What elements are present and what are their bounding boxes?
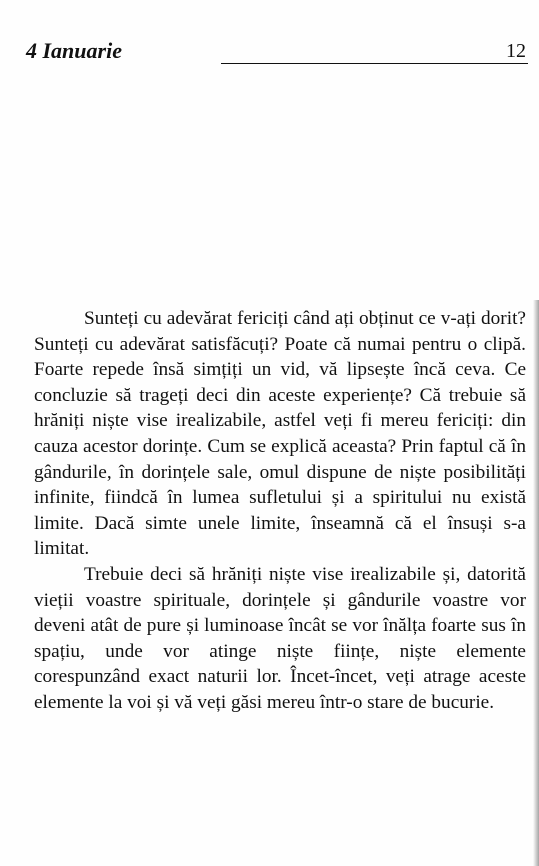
page-edge-shadow bbox=[533, 300, 539, 866]
paragraph-1: Sunteți cu adevărat fericiți când ați obținut ce v-ați dorit? Sunteți cu adevărat satisfăcuți? Poate că numai pentru o clipă. Foarte repede însă simțiți un vid, vă lipsește încă ceva. Ce concluzie să trageți deci din aceste experiențe? Că trebuie să hrăniți niște vise irealizabile, astfel veți fi mereu fericiți: din cauza acestor dorințe. Cum se explică aceasta? Prin faptul că în gândurile, în dorințele sale, omul dispune de niște posibilități infinite, fiindcă în lumea sufletului și a spiritului nu există limite. Dacă simte unele limite, înseamnă că el însuși s-a limitat. bbox=[34, 308, 526, 560]
page-header bbox=[26, 38, 528, 68]
header-rule bbox=[221, 63, 528, 64]
paragraph-2: Trebuie deci să hrăniți niște vise irealizabile și, datorită vieții voastre spirituale, dorințele și gândurile voastre vor deveni atât de pure și luminoase încât se vor înălța foarte sus în spațiu, unde vor atinge niște ființe, niște elemente corespunzând exact naturii lor. Încet-încet, veți atrage aceste elemente la voi și vă veți găsi mereu într-o stare de bucurie. bbox=[34, 563, 526, 713]
header-date: 4 Ianuarie bbox=[26, 38, 122, 63]
body-text bbox=[34, 306, 526, 716]
page-number: 12 bbox=[506, 40, 526, 62]
